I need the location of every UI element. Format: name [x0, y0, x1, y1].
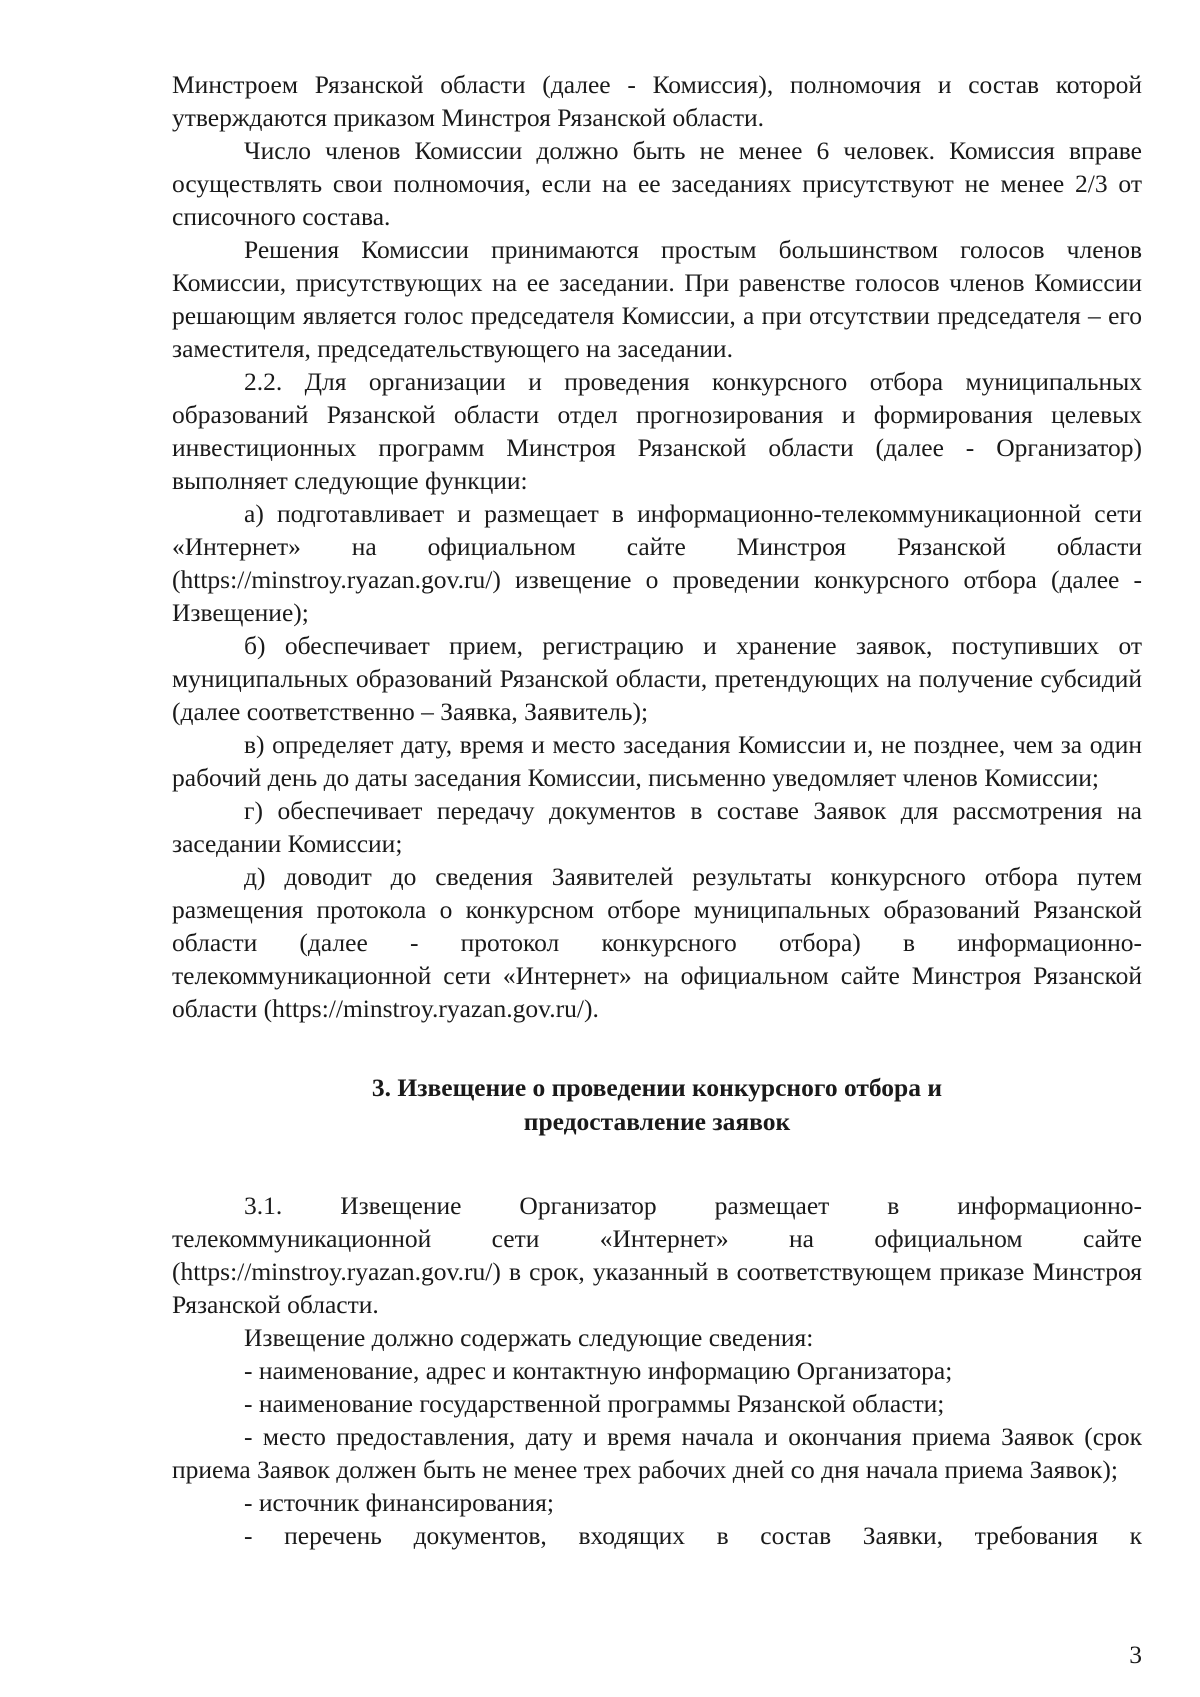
document-page: [172, 68, 1142, 1552]
list-item: а) подготавливает и размещает в информационно-телекоммуникационной сети «Интернет» на официальном сайте Минстроя Рязанской области (https://minstroy.ryazan.gov.ru/) извещение о проведении конкурсного отбора (далее - Извещение);: [172, 499, 1142, 627]
section-heading-line: 3. Извещение о проведении конкурсного отбора и: [371, 1073, 943, 1102]
section-heading: [172, 1071, 1142, 1139]
paragraph: 3.1. Извещение Организатор размещает в информационно-телекоммуникационной сети «Интернет» на официальном сайте (https://minstroy.ryazan.gov.ru/) в срок, указанный в соответствующем приказе Минстроя Рязанской области.: [172, 1191, 1142, 1319]
page-number: 3: [1129, 1640, 1142, 1669]
paragraph: 2.2. Для организации и проведения конкурсного отбора муниципальных образований Рязанской области отдел прогнозирования и формирования целевых инвестиционных программ Минстроя Рязанской области (далее - Организатор) выполняет следующие функции:: [172, 367, 1142, 495]
text-block-section-2: [172, 68, 1142, 1025]
paragraph: Число членов Комиссии должно быть не менее 6 человек. Комиссия вправе осуществлять свои полномочия, если на ее заседаниях присутствуют не менее 2/3 от списочного состава.: [172, 136, 1142, 231]
list-item: д) доводит до сведения Заявителей результаты конкурсного отбора путем размещения протокола о конкурсном отборе муниципальных образований Рязанской области (далее - протокол конкурсного отбора) в информационно-телекоммуникационной сети «Интернет» на официальном сайте Минстроя Рязанской области (https://minstroy.ryazan.gov.ru/).: [172, 862, 1142, 1023]
list-item: - источник финансирования;: [244, 1488, 554, 1517]
paragraph: Извещение должно содержать следующие сведения:: [244, 1323, 814, 1352]
list-item: - наименование государственной программы Рязанской области;: [244, 1389, 945, 1418]
list-item: - наименование, адрес и контактную информацию Организатора;: [244, 1356, 953, 1385]
paragraph: Минстроем Рязанской области (далее - Комиссия), полномочия и состав которой утверждаются приказом Минстроя Рязанской области.: [172, 70, 1142, 132]
paragraph: Решения Комиссии принимаются простым большинством голосов членов Комиссии, присутствующих на ее заседании. При равенстве голосов членов Комиссии решающим является голос председателя Комиссии, а при отсутствии председателя – его заместителя, председательствующего на заседании.: [172, 235, 1142, 363]
list-item: г) обеспечивает передачу документов в составе Заявок для рассмотрения на заседании Комиссии;: [172, 796, 1142, 858]
list-item: - перечень документов, входящих в состав Заявки, требования к: [244, 1521, 1142, 1550]
text-block-section-3: [172, 1189, 1142, 1552]
list-item: - место предоставления, дату и время начала и окончания приема Заявок (срок приема Заявок должен быть не менее трех рабочих дней со дня начала приема Заявок);: [172, 1422, 1142, 1484]
list-item: б) обеспечивает прием, регистрацию и хранение заявок, поступивших от муниципальных образований Рязанской области, претендующих на получение субсидий (далее соответственно – Заявка, Заявитель);: [172, 631, 1142, 726]
section-heading-line: предоставление заявок: [523, 1107, 791, 1136]
list-item: в) определяет дату, время и место заседания Комиссии и, не позднее, чем за один рабочий день до даты заседания Комиссии, письменно уведомляет членов Комиссии;: [172, 730, 1142, 792]
